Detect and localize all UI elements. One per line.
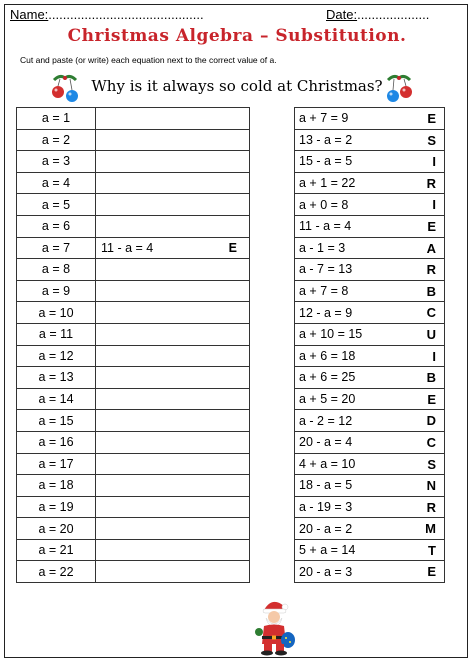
equation-row <box>295 367 445 389</box>
a-value: a = 2 <box>17 129 96 151</box>
equation-card[interactable] <box>295 302 445 324</box>
equation-text: a + 7 = 8 <box>299 284 349 299</box>
answer-slot[interactable] <box>96 561 250 583</box>
equation-row <box>295 259 445 281</box>
equation-card[interactable] <box>295 410 445 432</box>
name-field[interactable] <box>10 7 204 22</box>
name-label: Name: <box>10 7 49 22</box>
answer-slot[interactable] <box>96 453 250 475</box>
equation-letter: A <box>426 240 436 256</box>
equation-card[interactable] <box>295 518 445 540</box>
equation-letter: I <box>432 154 436 170</box>
answer-row <box>17 280 250 302</box>
equation-row <box>295 475 445 497</box>
equation-row <box>295 431 445 453</box>
equation-letter: M <box>425 521 436 537</box>
equation-card[interactable] <box>295 194 445 216</box>
equation-row <box>295 108 445 130</box>
name-dots: ........................................... <box>48 7 204 22</box>
placed-equation: 11 - a = 4 <box>101 240 154 255</box>
equation-row <box>295 453 445 475</box>
equation-card[interactable] <box>295 129 445 151</box>
answer-slot[interactable] <box>96 475 250 497</box>
answer-row <box>17 172 250 194</box>
answer-row <box>17 475 250 497</box>
equation-text: 13 - a = 2 <box>299 132 353 147</box>
answer-row <box>17 367 250 389</box>
answer-row <box>17 323 250 345</box>
a-value: a = 5 <box>17 194 96 216</box>
answer-slot[interactable] <box>96 518 250 540</box>
equation-letter: R <box>426 175 436 191</box>
equation-card[interactable] <box>295 215 445 237</box>
equation-row <box>295 172 445 194</box>
riddle-question: Why is it always so cold at Christmas? <box>91 77 383 95</box>
equation-row <box>295 539 445 561</box>
equation-letter: R <box>426 499 436 515</box>
equation-letter: N <box>426 478 436 494</box>
a-value: a = 12 <box>17 345 96 367</box>
christmas-baubles-icon <box>384 72 414 106</box>
equation-letter: D <box>426 413 436 429</box>
answer-slot[interactable] <box>96 367 250 389</box>
equation-letter: I <box>432 348 436 364</box>
answer-row <box>17 194 250 216</box>
equation-row <box>295 323 445 345</box>
a-value: a = 22 <box>17 561 96 583</box>
a-value: a = 18 <box>17 475 96 497</box>
equation-text: a - 7 = 13 <box>299 262 353 277</box>
equation-row <box>295 280 445 302</box>
equation-text: 20 - a = 4 <box>299 435 353 450</box>
equation-letter: I <box>432 197 436 213</box>
equation-card[interactable] <box>295 388 445 410</box>
a-value: a = 16 <box>17 431 96 453</box>
equation-card[interactable] <box>295 280 445 302</box>
instructions: Cut and paste (or write) each equation next to the correct value of a. <box>20 55 277 65</box>
answer-slot[interactable] <box>96 108 250 130</box>
answer-row <box>17 108 250 130</box>
equation-card[interactable] <box>295 496 445 518</box>
a-value: a = 6 <box>17 215 96 237</box>
equation-text: 12 - a = 9 <box>299 305 353 320</box>
answer-slot[interactable] <box>96 280 250 302</box>
santa-claus-icon <box>252 596 296 656</box>
equation-text: a + 10 = 15 <box>299 327 363 342</box>
equation-text: a + 5 = 20 <box>299 392 356 407</box>
answer-row <box>17 215 250 237</box>
equation-letter: E <box>427 111 436 126</box>
equation-card[interactable] <box>295 237 445 259</box>
equation-row <box>295 410 445 432</box>
answer-slot[interactable] <box>96 129 250 151</box>
equation-row <box>295 302 445 324</box>
answer-row <box>17 259 250 281</box>
equation-letter: E <box>427 391 436 407</box>
equation-card[interactable] <box>295 345 445 367</box>
answer-row <box>17 345 250 367</box>
answer-row <box>17 453 250 475</box>
answer-row <box>17 518 250 540</box>
equation-card[interactable] <box>295 151 445 173</box>
equation-letter: B <box>426 370 436 386</box>
equation-card[interactable] <box>295 453 445 475</box>
answer-slot[interactable] <box>96 215 250 237</box>
a-value: a = 13 <box>17 367 96 389</box>
a-value: a = 21 <box>17 539 96 561</box>
a-value: a = 15 <box>17 410 96 432</box>
answer-row <box>17 431 250 453</box>
equation-text: 11 - a = 4 <box>299 219 352 234</box>
equation-row <box>295 561 445 583</box>
equation-text: a + 7 = 9 <box>299 111 349 126</box>
a-value: a = 8 <box>17 259 96 281</box>
date-label: Date: <box>326 7 358 22</box>
answer-row <box>17 410 250 432</box>
equation-letter: B <box>426 283 436 299</box>
equation-letter: S <box>427 456 436 472</box>
answer-row <box>17 129 250 151</box>
a-value: a = 17 <box>17 453 96 475</box>
equation-row <box>295 129 445 151</box>
equation-row <box>295 345 445 367</box>
answer-row <box>17 237 250 259</box>
a-value: a = 9 <box>17 280 96 302</box>
answer-slot[interactable] <box>96 539 250 561</box>
answer-row <box>17 496 250 518</box>
equation-row <box>295 215 445 237</box>
equation-row <box>295 151 445 173</box>
date-field[interactable] <box>326 7 429 22</box>
a-value: a = 7 <box>17 237 96 259</box>
equation-letter: C <box>426 434 436 450</box>
equation-row <box>295 496 445 518</box>
equation-text: a - 1 = 3 <box>299 240 346 255</box>
answer-slot[interactable] <box>96 388 250 410</box>
equation-letter: T <box>428 542 436 558</box>
equation-card[interactable] <box>295 108 445 130</box>
answer-row <box>17 151 250 173</box>
answer-row <box>17 388 250 410</box>
a-value: a = 1 <box>17 108 96 130</box>
equation-text: 4 + a = 10 <box>299 456 356 471</box>
answer-slot[interactable] <box>96 345 250 367</box>
answer-slot[interactable] <box>96 194 250 216</box>
equation-text: 5 + a = 14 <box>299 543 356 558</box>
equation-card[interactable] <box>295 367 445 389</box>
equation-text: a - 19 = 3 <box>299 499 353 514</box>
equation-card[interactable] <box>295 431 445 453</box>
equation-bank <box>294 107 445 583</box>
equation-row <box>295 388 445 410</box>
equation-letter: E <box>427 564 436 580</box>
equation-row <box>295 194 445 216</box>
answer-slot[interactable] <box>96 496 250 518</box>
equation-text: 18 - a = 5 <box>299 478 353 493</box>
answer-slot[interactable] <box>96 431 250 453</box>
equation-letter: E <box>427 218 436 234</box>
equation-letter: S <box>427 132 436 148</box>
placed-letter: E <box>228 240 237 255</box>
a-value: a = 19 <box>17 496 96 518</box>
equation-letter: R <box>426 262 436 278</box>
equation-letter: C <box>426 305 436 321</box>
equation-text: 20 - a = 2 <box>299 521 353 536</box>
equation-text: a - 2 = 12 <box>299 413 353 428</box>
answer-table <box>16 107 250 583</box>
equation-card[interactable] <box>295 323 445 345</box>
equation-row <box>295 237 445 259</box>
answer-row <box>17 561 250 583</box>
a-value: a = 20 <box>17 518 96 540</box>
a-value: a = 14 <box>17 388 96 410</box>
answer-slot[interactable] <box>96 237 250 259</box>
equation-row <box>295 518 445 540</box>
equation-card[interactable] <box>295 539 445 561</box>
equation-text: a + 6 = 25 <box>299 370 356 385</box>
worksheet-title: Christmas Algebra – Substitution. <box>67 26 407 46</box>
a-value: a = 4 <box>17 172 96 194</box>
equation-text: a + 6 = 18 <box>299 348 356 363</box>
answer-slot[interactable] <box>96 151 250 173</box>
equation-card[interactable] <box>295 172 445 194</box>
a-value: a = 10 <box>17 302 96 324</box>
equation-letter: U <box>426 326 436 342</box>
equation-card[interactable] <box>295 259 445 281</box>
answer-slot[interactable] <box>96 172 250 194</box>
answer-slot[interactable] <box>96 323 250 345</box>
answer-row <box>17 302 250 324</box>
equation-text: 15 - a = 5 <box>299 154 353 169</box>
equation-text: a + 0 = 8 <box>299 197 349 212</box>
equation-card[interactable] <box>295 475 445 497</box>
answer-slot[interactable] <box>96 410 250 432</box>
answer-row <box>17 539 250 561</box>
a-value: a = 3 <box>17 151 96 173</box>
equation-text: 20 - a = 3 <box>299 564 353 579</box>
answer-slot[interactable] <box>96 302 250 324</box>
date-dots: .................... <box>357 7 430 22</box>
equation-text: a + 1 = 22 <box>299 176 356 191</box>
a-value: a = 11 <box>17 323 96 345</box>
equation-card[interactable] <box>295 561 445 583</box>
answer-slot[interactable] <box>96 259 250 281</box>
